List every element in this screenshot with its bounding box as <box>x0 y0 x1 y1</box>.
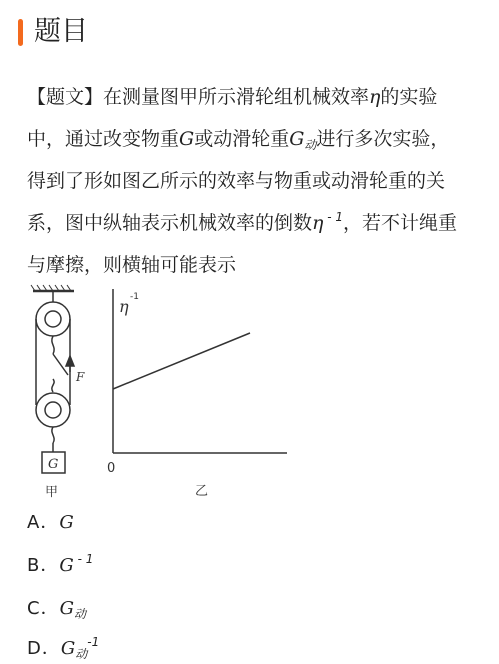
movable-pulley-inner <box>45 402 61 418</box>
option-a-letter: A． <box>27 512 60 533</box>
option-d-main: G <box>60 638 76 659</box>
question-line-5: 与摩擦，则横轴可能表示 <box>27 254 237 276</box>
graph-axes <box>113 289 287 453</box>
y-axis-label-sup: -1 <box>130 292 139 302</box>
option-c-sub: 动 <box>73 607 86 621</box>
fixed-pulley-inner <box>45 311 61 327</box>
rope-middle <box>53 354 68 375</box>
question-line-1: 【题文】在测量图甲所示滑轮组机械效率η的实验 <box>27 86 438 108</box>
option-d-sub: 动 <box>75 647 88 661</box>
rope-hook-top <box>52 336 54 354</box>
weight-hook <box>52 427 54 443</box>
fixed-pulley-outer <box>36 302 70 336</box>
page-title: 题目 <box>34 16 88 47</box>
question-line-4: 系，图中纵轴表示机械效率的倒数η $^{- 1}$，若不计绳重 <box>27 210 458 234</box>
option-b-sup: - 1 <box>73 552 94 566</box>
pulley-diagram <box>31 285 74 473</box>
option-b-letter: B． <box>27 555 60 576</box>
option-b-main: G <box>59 555 74 576</box>
force-label: F <box>76 370 85 384</box>
figure-jia-caption: 甲 <box>45 485 59 500</box>
option-a-main: G <box>59 512 74 533</box>
origin-label: 0 <box>107 461 116 476</box>
question-line-3: 得到了形如图乙所示的效率与物重或动滑轮重的关 <box>27 170 446 192</box>
force-arrow-head <box>66 356 74 366</box>
figure-yi-caption: 乙 <box>195 484 209 499</box>
movable-pulley-outer <box>36 393 70 427</box>
option-d-sup: -1 <box>87 635 100 649</box>
option-d-letter: D． <box>27 638 61 659</box>
y-axis-label: η <box>119 297 129 316</box>
movable-pulley-hook <box>52 379 54 392</box>
option-c-letter: C． <box>27 598 60 619</box>
option-d[interactable] <box>27 636 99 663</box>
option-c[interactable] <box>27 596 86 623</box>
option-a[interactable] <box>27 510 74 536</box>
data-line <box>113 333 250 389</box>
option-c-main: G <box>59 598 74 619</box>
weight-label: G <box>48 457 59 472</box>
question-line-2: 中，通过改变物重G或动滑轮重$G_动$进行多次实验， <box>27 128 450 152</box>
option-b[interactable] <box>27 553 93 580</box>
